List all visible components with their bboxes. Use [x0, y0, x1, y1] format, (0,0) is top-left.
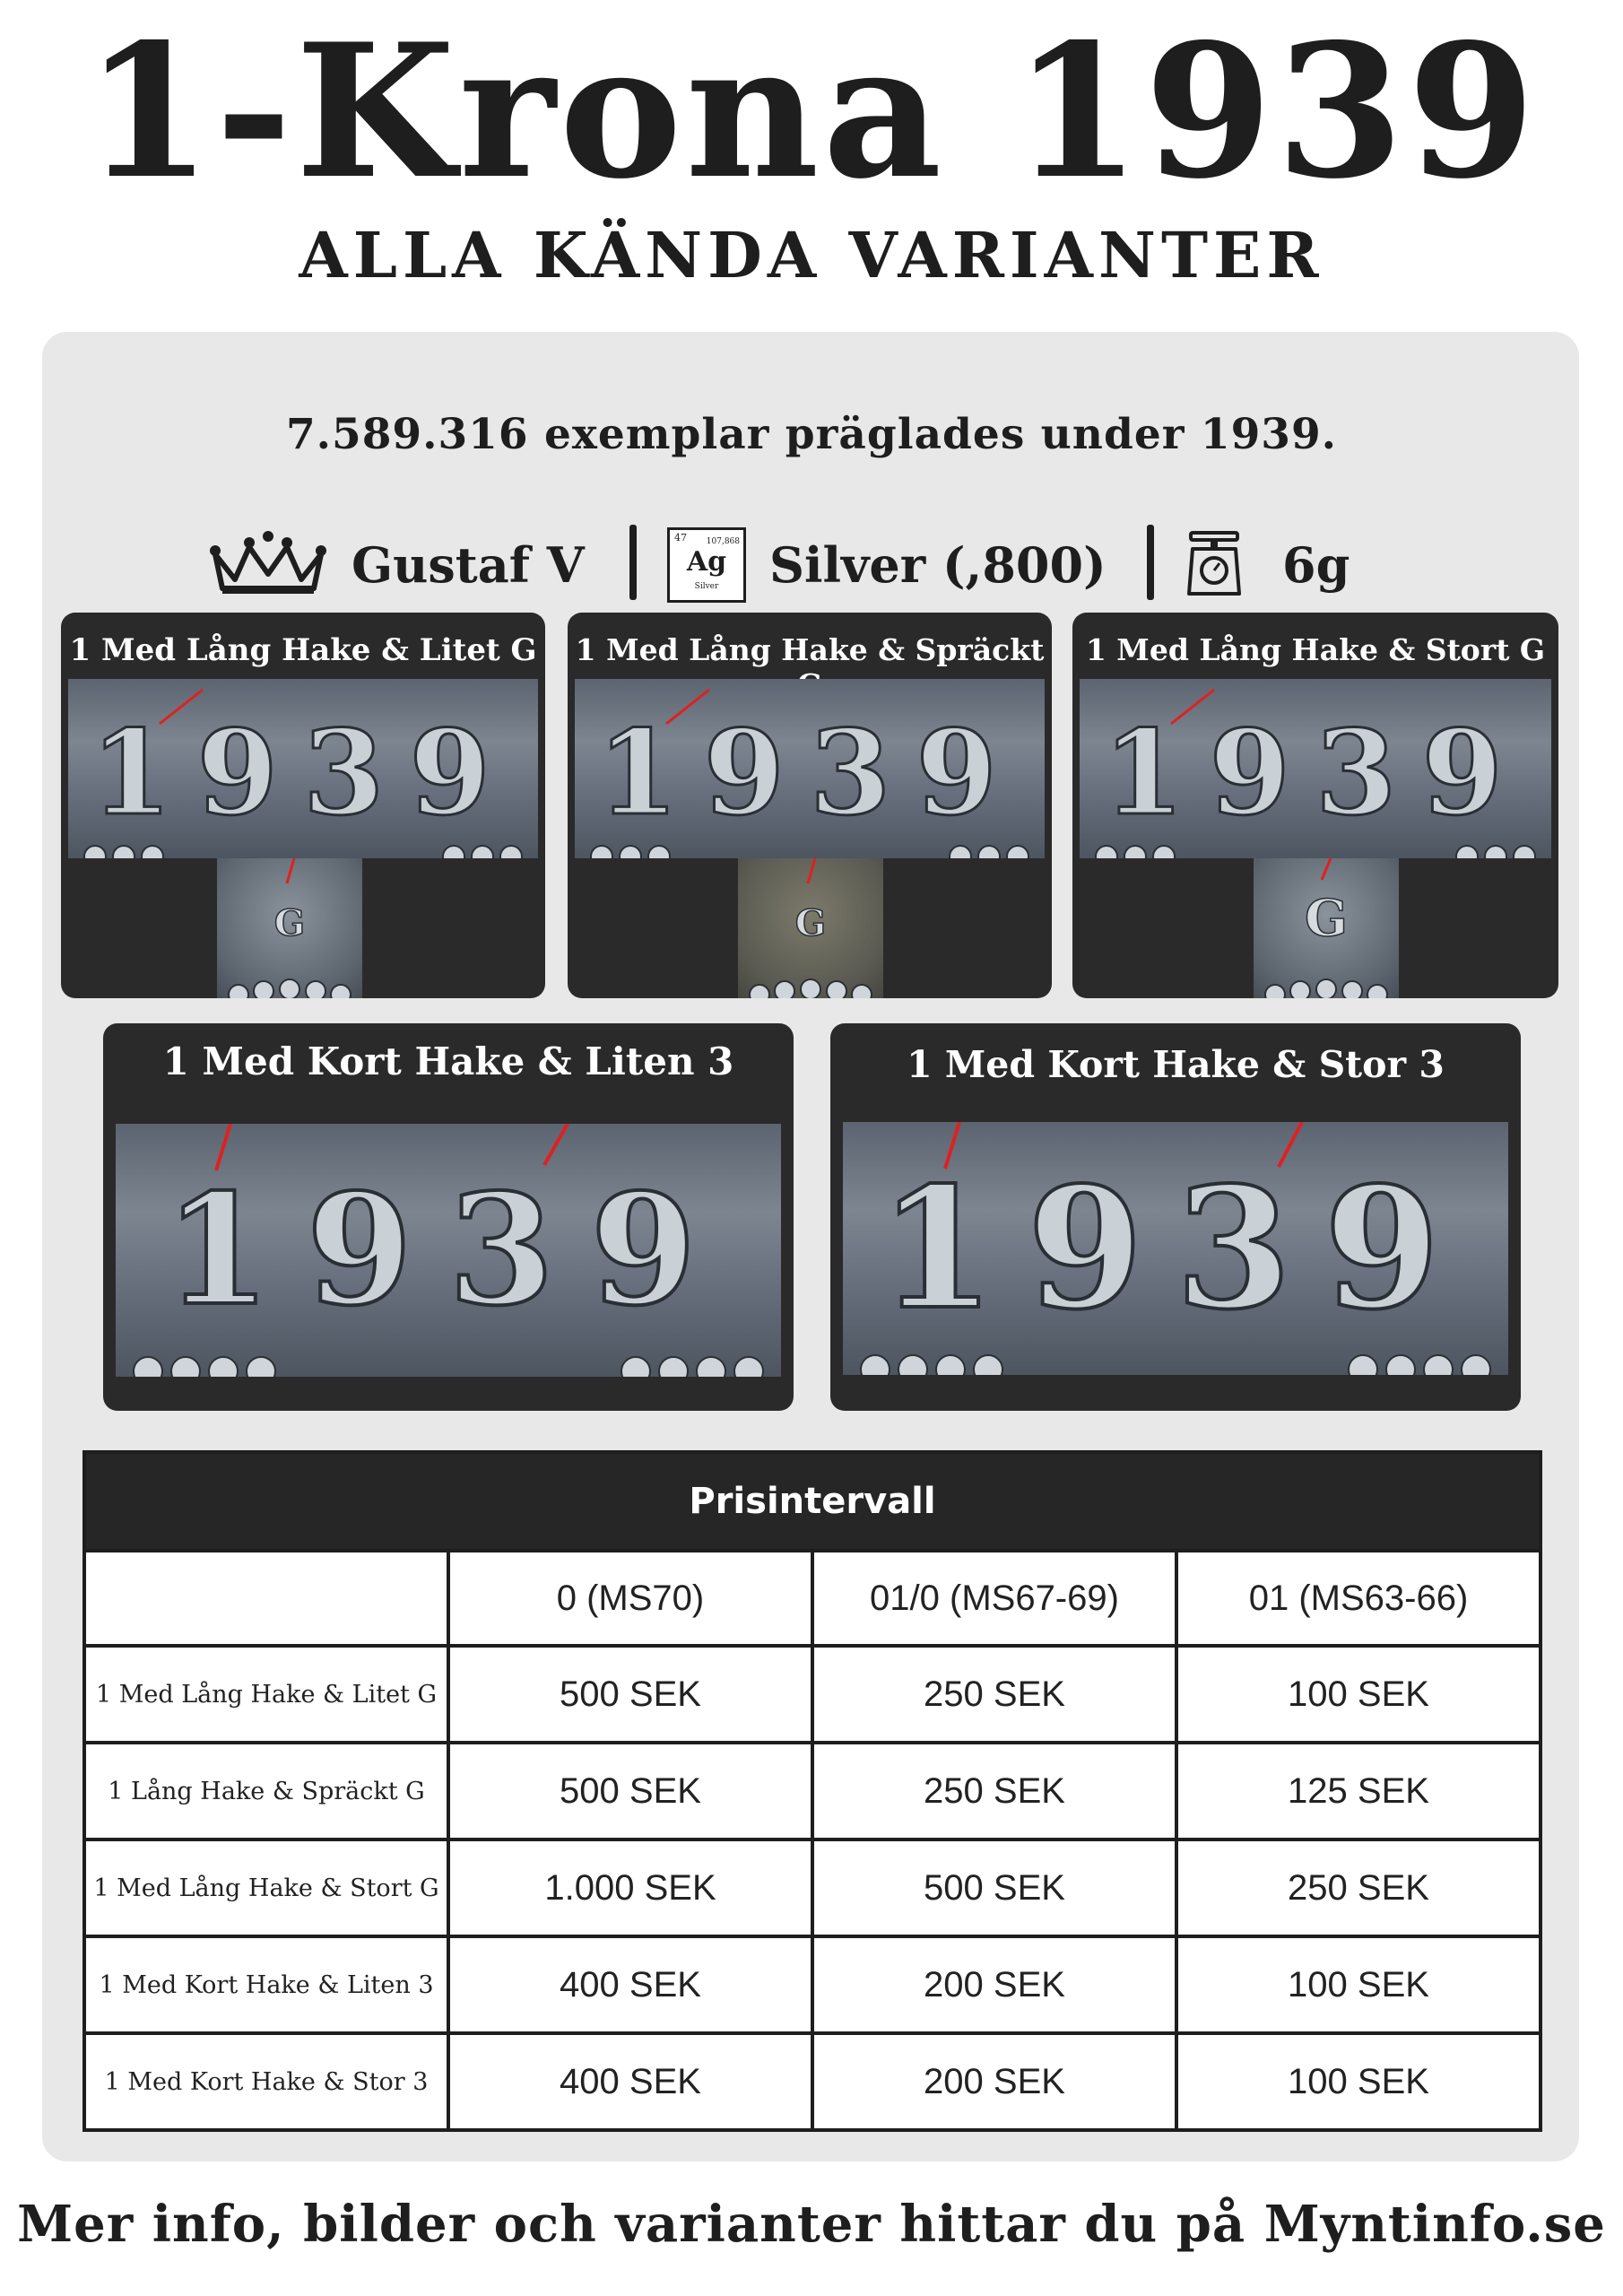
coin-date-image — [116, 1124, 781, 1377]
price-cell: 250 SEK — [812, 1743, 1176, 1839]
price-cell: 200 SEK — [812, 1936, 1176, 2033]
scale-icon — [1185, 527, 1243, 599]
variant-card-1[interactable] — [61, 613, 545, 998]
mintmark-image — [738, 858, 883, 998]
footer-text[interactable]: Mer info, bilder och varianter hittar du på Myntinfo.se — [17, 2195, 1606, 2254]
metal-text: Silver (,800) — [769, 536, 1107, 594]
divider — [1147, 525, 1154, 600]
coin-date-image — [1080, 679, 1551, 858]
variant-card-4[interactable] — [103, 1023, 794, 1411]
svg-text:1939: 1939 — [879, 1150, 1472, 1346]
variant-card-title: 1 Med Kort Hake & Stor 3 — [907, 1043, 1445, 1086]
svg-text:1939: 1939 — [91, 704, 516, 841]
variant-card-title: 1 Med Kort Hake & Liten 3 — [162, 1039, 734, 1083]
svg-text:1939: 1939 — [1103, 704, 1528, 841]
variant-card-title: 1 Med Lång Hake & Spräckt — [575, 632, 1045, 667]
monarch-text: Gustaf V — [352, 536, 585, 594]
price-cell: 100 SEK — [1176, 1646, 1541, 1743]
table-row — [84, 2033, 1541, 2130]
price-cell: 500 SEK — [448, 1743, 812, 1839]
divider — [629, 525, 637, 600]
mintage-text: 7.589.316 exemplar präglades under 1939. — [285, 410, 1338, 459]
row-header: 1 Lång Hake & Spräckt G — [84, 1743, 448, 1839]
variant-card-3[interactable] — [1072, 613, 1558, 998]
price-cell: 250 SEK — [812, 1646, 1176, 1743]
svg-text:G: G — [1305, 889, 1348, 948]
svg-text:1939: 1939 — [597, 704, 1022, 841]
table-row — [84, 1839, 1541, 1936]
variant-card-5[interactable] — [830, 1023, 1521, 1411]
weight-text: 6g — [1282, 536, 1350, 594]
table-row — [84, 1743, 1541, 1839]
price-table-heading: Prisintervall — [84, 1452, 1541, 1551]
coin-date-image — [575, 679, 1045, 858]
svg-text:1939: 1939 — [164, 1161, 733, 1340]
price-cell: 125 SEK — [1176, 1743, 1541, 1839]
coin-date-image — [843, 1122, 1508, 1375]
page-title: 1-Krona 1939 — [83, 4, 1540, 220]
mintmark-image — [217, 858, 362, 998]
column-header-blank — [84, 1551, 448, 1646]
price-cell: 250 SEK — [1176, 1839, 1541, 1936]
silver-element-icon: 47 107,868 Ag Silver — [667, 527, 746, 603]
price-cell: 500 SEK — [448, 1646, 812, 1743]
variant-card-2[interactable] — [568, 613, 1052, 998]
row-header: 1 Med Lång Hake & Litet G — [84, 1646, 448, 1743]
column-header-ms67-69: 01/0 (MS67-69) — [812, 1551, 1176, 1646]
svg-text:G: G — [794, 902, 827, 944]
row-header: 1 Med Lång Hake & Stort G — [84, 1839, 448, 1936]
price-cell: 200 SEK — [812, 2033, 1176, 2130]
price-cell: 400 SEK — [448, 2033, 812, 2130]
table-row — [84, 1936, 1541, 2033]
coin-date-image — [68, 679, 538, 858]
price-cell: 100 SEK — [1176, 2033, 1541, 2130]
price-cell: 500 SEK — [812, 1839, 1176, 1936]
svg-text:G: G — [273, 902, 306, 944]
row-header: 1 Med Kort Hake & Liten 3 — [84, 1936, 448, 2033]
column-header-ms70: 0 (MS70) — [448, 1551, 812, 1646]
variant-card-title: 1 Med Lång Hake & Stort G — [1085, 632, 1546, 667]
price-table — [82, 1450, 1542, 2132]
column-header-ms63-66: 01 (MS63-66) — [1176, 1551, 1541, 1646]
crown-icon — [208, 527, 328, 599]
row-header: 1 Med Kort Hake & Stor 3 — [84, 2033, 448, 2130]
price-cell: 400 SEK — [448, 1936, 812, 2033]
page-subtitle: ALLA KÄNDA VARIANTER — [299, 218, 1324, 292]
price-cell: 1.000 SEK — [448, 1839, 812, 1936]
price-cell: 100 SEK — [1176, 1936, 1541, 2033]
variant-card-title: 1 Med Lång Hake & Litet G — [69, 632, 537, 668]
table-row — [84, 1646, 1541, 1743]
mintmark-image — [1254, 858, 1399, 998]
